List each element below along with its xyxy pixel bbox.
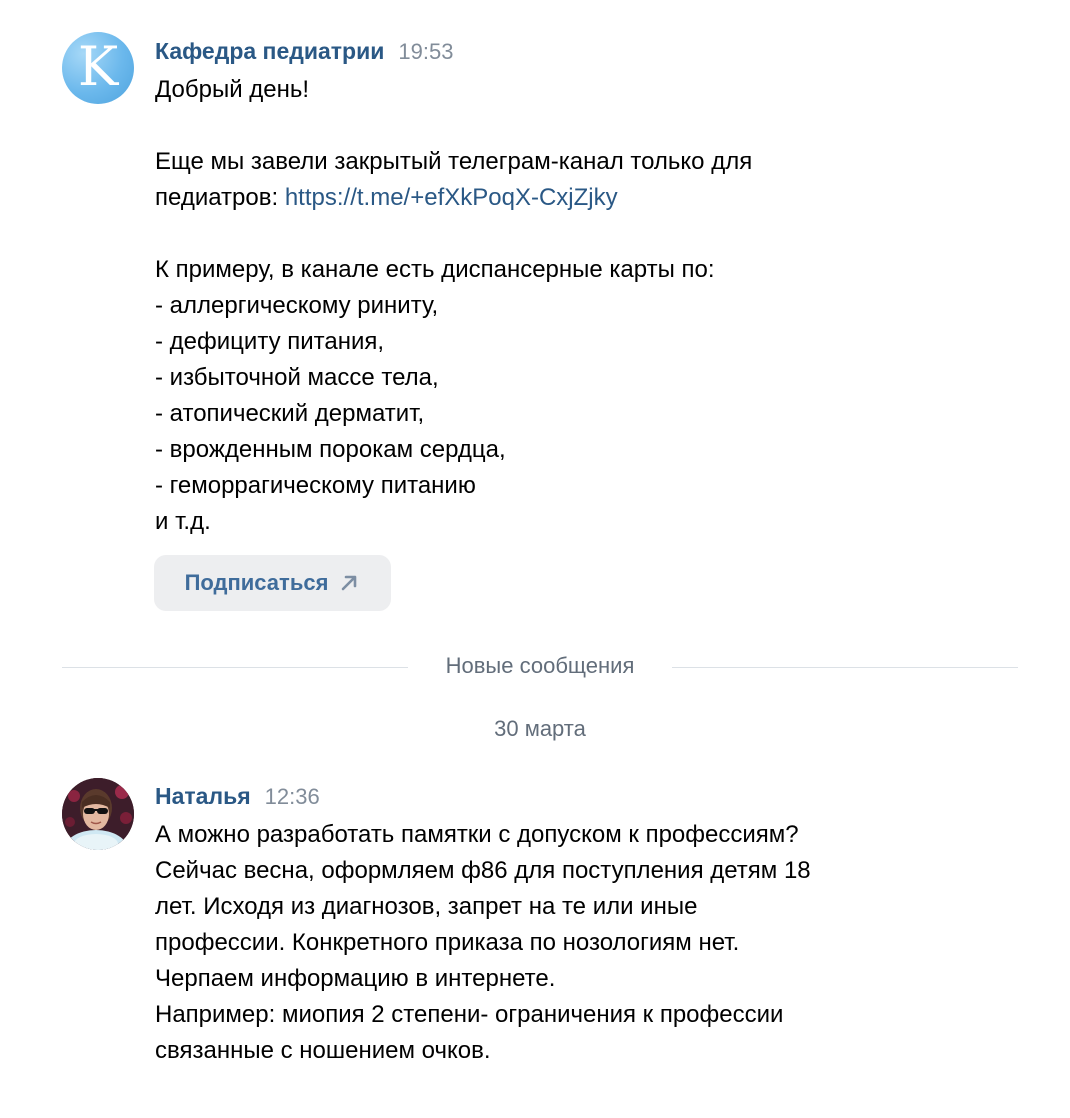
text-line: лет. Исходя из диагнозов, запрет на те или иные (155, 893, 698, 920)
user-photo-icon (62, 778, 134, 850)
text-line: Например: миопия 2 степени- ограничения к профессии (155, 1001, 784, 1028)
text-line: - избыточной массе тела, (155, 364, 439, 391)
text-line (155, 216, 1035, 252)
message-header (155, 783, 320, 810)
text-line: - дефициту питания, (155, 328, 385, 355)
text-line: - врожденным порокам сердца, (155, 436, 506, 463)
author-name[interactable]: Кафедра педиатрии (155, 38, 385, 64)
date-separator: 30 марта (494, 716, 586, 741)
text-line: А можно разработать памятки с допуском к профессиям? (155, 821, 799, 848)
text-line: - аллергическому риниту, (155, 292, 439, 319)
new-messages-label: Новые сообщения (445, 653, 635, 678)
text-line: профессии. Конкретного приказа по нозологиям нет. (155, 929, 740, 956)
avatar[interactable] (62, 778, 134, 850)
text-line: и т.д. (155, 508, 211, 535)
text-line-with-link (155, 180, 1035, 216)
message-text (155, 817, 1035, 1069)
message-header (155, 38, 453, 65)
message-time[interactable]: 12:36 (264, 784, 320, 809)
subscribe-button-label: Подписаться (184, 570, 329, 595)
text-line (155, 108, 1035, 144)
telegram-link[interactable]: https://t.me/+efXkPoqX-CxjZjky (284, 184, 618, 211)
text-line: Еще мы завели закрытый телеграм-канал только для (155, 148, 753, 175)
avatar[interactable] (62, 32, 134, 104)
text-line: К примеру, в канале есть диспансерные карты по: (155, 256, 715, 283)
text-line: Сейчас весна, оформляем ф86 для поступления детям 18 (155, 857, 811, 884)
text-line: - атопический дерматит, (155, 400, 425, 427)
text-line: - геморрагическому питанию (155, 472, 476, 499)
text-line: Добрый день! (155, 76, 310, 103)
message-time[interactable]: 19:53 (398, 39, 454, 64)
text-line: связанные с ношением очков. (155, 1037, 491, 1064)
text-fragment: педиатров: (155, 184, 285, 211)
author-name[interactable]: Наталья (155, 783, 251, 809)
subscribe-button[interactable] (154, 555, 391, 611)
arrow-up-right-icon (338, 572, 360, 594)
avatar-letter: K (77, 35, 119, 98)
text-line: Черпаем информацию в интернете. (155, 965, 556, 992)
message-text (155, 72, 1035, 540)
